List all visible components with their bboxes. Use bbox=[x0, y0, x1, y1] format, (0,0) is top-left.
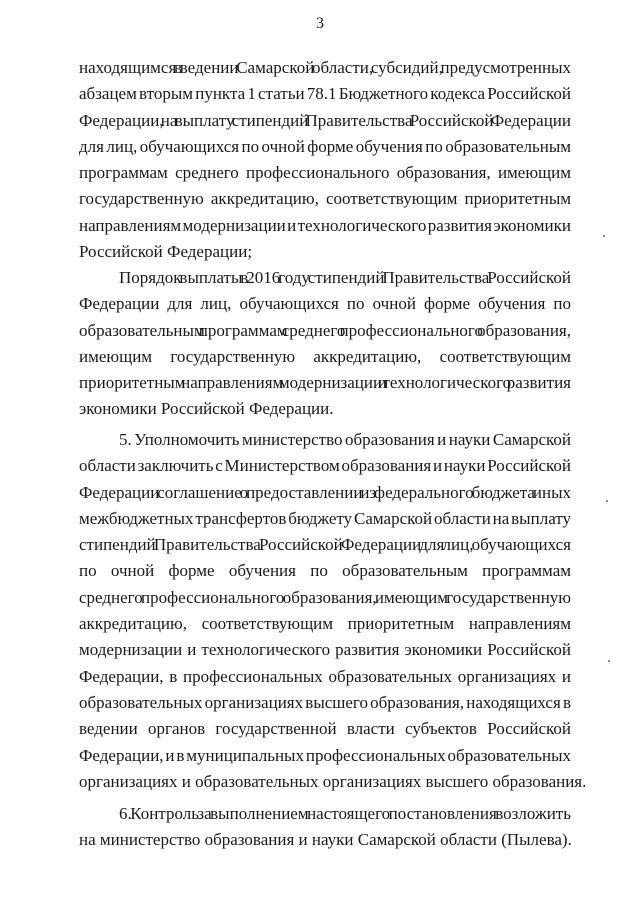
text-line: 5. Уполномочить министерство образования и науки Самарской bbox=[119, 430, 571, 449]
text-line: имеющим государственную аккредитацию, соответствующим bbox=[79, 346, 571, 366]
text-line: по очной форме обучения по образовательным программам bbox=[79, 561, 571, 581]
text-line: находящимся в ведении Самарской области, субсидий, предусмотренных bbox=[79, 58, 571, 77]
text-line: программам среднего профессионального образования, имеющим bbox=[79, 163, 571, 183]
paragraph-item-6 bbox=[79, 801, 571, 854]
text-line: направлениям модернизации и технологического развития экономики bbox=[79, 215, 571, 235]
paragraph-continuation bbox=[79, 55, 571, 265]
paragraph-item-5 bbox=[79, 427, 587, 795]
text-line: Порядок выплаты в 2016 году стипендий Правительства Российской bbox=[119, 268, 571, 287]
text-line: на министерство образования и науки Самарской области (Пылева). bbox=[79, 830, 572, 850]
text-line: области заключить с Министерством образования и науки Российской bbox=[79, 456, 571, 476]
text-line: для лиц, обучающихся по очной форме обучения по образовательным bbox=[79, 136, 571, 156]
page-number: 3 bbox=[316, 15, 324, 32]
text-line: Федерации, в профессиональных образовательных организациях и bbox=[79, 666, 571, 686]
text-line: приоритетным направлениям модернизации и технологического развития bbox=[79, 373, 571, 393]
text-line: среднего профессионального образования, имеющим государственную bbox=[79, 587, 571, 607]
text-line: Федерации соглашение о предоставлении из федерального бюджета иных bbox=[79, 482, 571, 502]
text-line: Федерации, на выплату стипендий Правительства Российской Федерации bbox=[79, 110, 571, 130]
text-line: государственную аккредитацию, соответствующим приоритетным bbox=[79, 189, 571, 209]
scan-speck bbox=[606, 500, 608, 502]
scan-speck bbox=[603, 235, 605, 237]
text-line: аккредитацию, соответствующим приоритетным направлениям bbox=[79, 614, 571, 634]
text-line: 6. Контроль за выполнением настоящего постановления возложить bbox=[119, 804, 571, 823]
text-line: стипендий Правительства Российской Федерации для лиц, обучающихся bbox=[79, 535, 571, 555]
text-line: образовательным программам среднего профессионального образования, bbox=[79, 320, 571, 340]
text-line: организациях и образовательных организациях высшего образования. bbox=[79, 771, 587, 791]
text-line: экономики Российской Федерации. bbox=[79, 399, 334, 419]
text-line: Федерации, и в муниципальных профессиональных образовательных bbox=[79, 745, 571, 765]
scan-speck bbox=[608, 660, 610, 662]
text-line: Российской Федерации; bbox=[79, 242, 253, 262]
paragraph-procedure bbox=[79, 265, 571, 423]
text-line: модернизации и технологического развития экономики Российской bbox=[79, 640, 571, 660]
text-line: Федерации для лиц, обучающихся по очной форме обучения по bbox=[79, 294, 571, 314]
text-line: образовательных организациях высшего образования, находящихся в bbox=[79, 692, 571, 712]
text-line: межбюджетных трансфертов бюджету Самарской области на выплату bbox=[79, 508, 571, 528]
text-line: абзацем вторым пункта 1 статьи 78.1 Бюджетного кодекса Российской bbox=[79, 84, 571, 104]
text-line: ведении органов государственной власти субъектов Российской bbox=[79, 719, 571, 739]
